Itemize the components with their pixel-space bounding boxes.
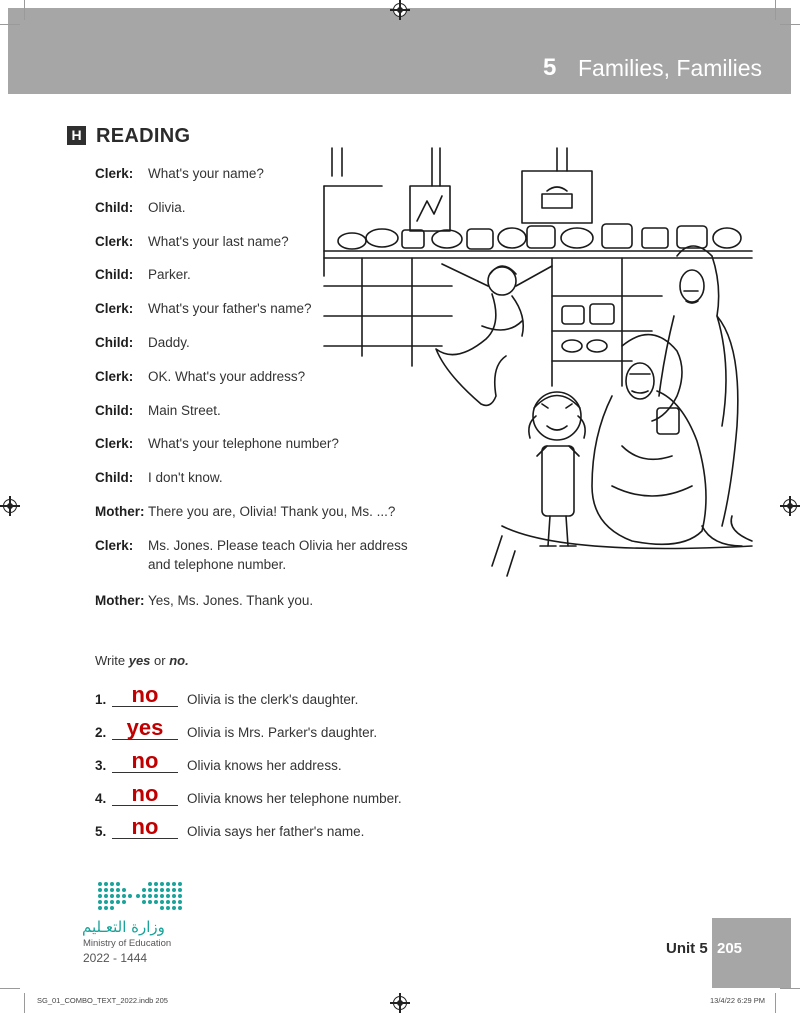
instruction-text: Write bbox=[95, 653, 129, 668]
registration-mark-icon bbox=[783, 499, 797, 513]
speaker-label: Clerk: bbox=[95, 369, 134, 384]
speaker-label: Child: bbox=[95, 200, 134, 215]
dialogue-text: I don't know. bbox=[148, 470, 223, 485]
unit-title: Families, Families bbox=[578, 55, 763, 81]
crop-mark bbox=[0, 24, 20, 25]
store-scene-illustration bbox=[322, 146, 754, 586]
unit-number: 5 bbox=[543, 54, 557, 81]
answer-input[interactable]: no bbox=[131, 748, 159, 773]
speaker-label: Clerk: bbox=[95, 436, 134, 451]
speaker-label: Clerk: bbox=[95, 538, 134, 553]
dialogue-text: What's your father's name? bbox=[148, 301, 312, 316]
registration-mark-icon bbox=[3, 499, 17, 513]
ministry-name-arabic: وزارة التعـليم bbox=[82, 918, 165, 936]
crop-mark bbox=[780, 988, 800, 989]
speaker-label: Clerk: bbox=[95, 234, 134, 249]
answer-input[interactable]: no bbox=[131, 682, 159, 707]
page-number: 205 bbox=[717, 940, 743, 957]
section-letter-badge: H bbox=[67, 126, 86, 145]
dialogue-text: Yes, Ms. Jones. Thank you. bbox=[148, 593, 314, 608]
item-statement: Olivia knows her telephone number. bbox=[187, 791, 402, 806]
dialogue-text: Main Street. bbox=[148, 403, 221, 418]
item-statement: Olivia knows her address. bbox=[187, 758, 342, 773]
speaker-label: Child: bbox=[95, 267, 134, 282]
answer-input[interactable]: yes bbox=[126, 715, 164, 740]
dialogue-text: Parker. bbox=[148, 267, 191, 282]
dialogue-text: Ms. Jones. Please teach Olivia her address and telephone number. bbox=[148, 538, 408, 572]
dialogue-text: What's your telephone number? bbox=[148, 436, 339, 451]
speaker-label: Clerk: bbox=[95, 301, 134, 316]
item-statement: Olivia says her father's name. bbox=[187, 824, 365, 839]
dialogue-text: There you are, Olivia! Thank you, Ms. ...? bbox=[148, 504, 396, 519]
speaker-label: Mother: bbox=[95, 504, 145, 519]
registration-mark-icon bbox=[393, 996, 407, 1010]
section-title: READING bbox=[96, 125, 191, 147]
item-number: 5. bbox=[95, 824, 107, 839]
instruction-no: no. bbox=[169, 653, 189, 668]
item-number: 3. bbox=[95, 758, 107, 773]
edition-year: 2022 - 1444 bbox=[83, 951, 148, 965]
speaker-label: Mother: bbox=[95, 593, 145, 608]
crop-mark bbox=[24, 993, 25, 1013]
item-number: 1. bbox=[95, 692, 107, 707]
crop-mark bbox=[780, 24, 800, 25]
item-statement: Olivia is Mrs. Parker's daughter. bbox=[187, 725, 378, 740]
instruction-yes: yes bbox=[128, 653, 151, 668]
ministry-logo-icon bbox=[80, 878, 192, 914]
speaker-label: Child: bbox=[95, 335, 134, 350]
print-slug-file: SG_01_COMBO_TEXT_2022.indb 205 bbox=[37, 996, 168, 1005]
print-slug-date: 13/4/22 6:29 PM bbox=[710, 996, 766, 1005]
footer-unit-label: Unit 5 bbox=[666, 940, 708, 957]
answer-input[interactable]: no bbox=[131, 814, 159, 839]
crop-mark bbox=[0, 988, 20, 989]
dialogue-text: Olivia. bbox=[148, 200, 186, 215]
speaker-label: Clerk: bbox=[95, 166, 134, 181]
dialogue-text: OK. What's your address? bbox=[148, 369, 306, 384]
item-statement: Olivia is the clerk's daughter. bbox=[187, 692, 359, 707]
crop-mark bbox=[775, 0, 776, 20]
registration-mark-icon bbox=[393, 3, 407, 17]
item-number: 4. bbox=[95, 791, 107, 806]
crop-mark bbox=[24, 0, 25, 20]
exercise-instruction bbox=[95, 653, 189, 668]
crop-mark bbox=[775, 993, 776, 1013]
answer-input[interactable]: no bbox=[131, 781, 159, 806]
dialogue-text: What's your last name? bbox=[148, 234, 289, 249]
instruction-or: or bbox=[150, 653, 170, 668]
dialogue-text: Daddy. bbox=[148, 335, 190, 350]
speaker-label: Child: bbox=[95, 470, 134, 485]
ministry-name-english: Ministry of Education bbox=[83, 938, 172, 949]
dialogue-text: What's your name? bbox=[148, 166, 264, 181]
item-number: 2. bbox=[95, 725, 107, 740]
speaker-label: Child: bbox=[95, 403, 134, 418]
